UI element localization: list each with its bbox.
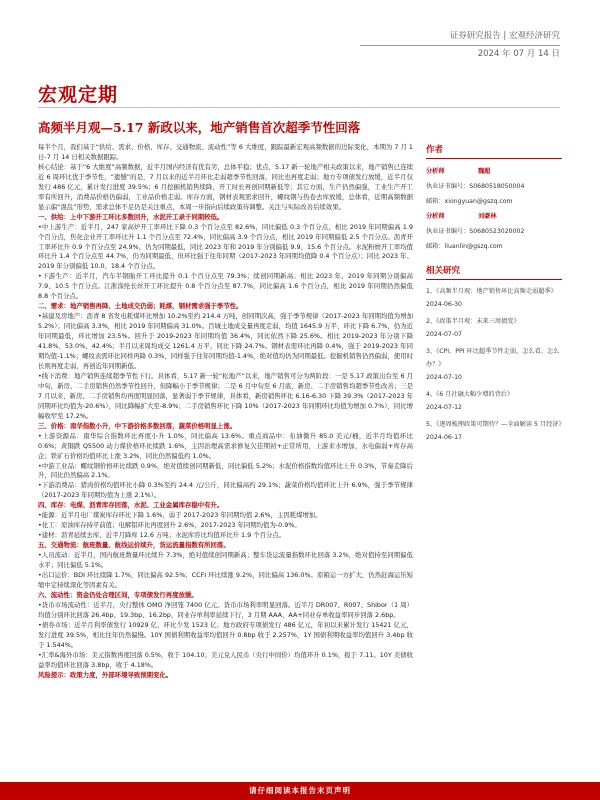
analyst-2-name: 刘豪林: [478, 213, 497, 220]
section-heading-demand: 二、需求：地产销售再降、土地成交仍弱；耗煤、钢材需求强于季节性。: [38, 302, 243, 311]
related-item-title[interactable]: 5、《逐周梳理政策可期待？—全面解读 5 月经济》: [426, 421, 565, 428]
analyst-1-label: 分析师: [426, 168, 445, 175]
risk-warning: 风险提示：政策力度，外部环境导致预期变化。: [38, 670, 173, 679]
paragraph-building-inventory: •建材：沥青延续去库，近半月降库 12.6 万吨；水泥库容比均值环比升 1.9 个百分点。: [38, 531, 286, 540]
related-item-date: 2024-06-17: [426, 434, 462, 441]
paragraph-consumption: •线下消费：地产销售连续超季节性下行。具体看，5.17 新一轮“松地产”以来，地产销售可分为两阶段：一是 5.17 政策出台至 6 月中旬，新房、二手房销售仍然季节性回升，但降幅小于季节规律；二是 6 月中旬至 6 月底，新房、二手房销售均超季节性改善；三是 7 月以来，新房、二手房销售均再度明显回落，显著弱于季节规律，具体看，新房销售环比 6.16-6.30 下降 39.3%（2017-2023 年同期环比均值为-20.6%），同比降幅扩大至-8.9%；二手房销售环比下降 10%（2017-2023 年同期环比均值为增加 0.7%），同比增幅收窄至 17.2%。: [38, 371, 413, 420]
related-item-title[interactable]: 1、《高频半月观：地产销售环比高频走弱超季》: [426, 288, 557, 295]
paragraph-infrastructure: •基建及房地产：沥青 8 省发电耗煤环比增加 10.2%至约 214.4 万吨，创同期次高，强于季节规律（2017-2023 年同期均值为增加 5.2%）；同比偏高 3.3%，相比 2019 年同期偏高 31.0%。百城土地成交量再度走弱，均值 1645.9 万平，环比下降 6.7%，仍为近年同期最低，环比增加 23.5%。回升于 2019-2023 年同期均值 36.4%，同比依然下降 25.6%。相比 2019-2023 年分别下降 41.8%、53.0%、42.4%；半月以来周均成交 1261.4 万平，同比下降 24.7%。钢材表需环比再降 0.4%，强于 2019-2023 年同期均值-1.1%；螺纹表需环比同样再降 0.3%，同样强于往年同期均值-1.4%，绝对值均仍为同期最低。挖掘机销售仍然偏弱，使用时长则再度走弱，再创近年同期新低。: [38, 312, 413, 370]
page-title: 高频半月观—5.17 新政以来，地产销售首次超季节性回落: [38, 120, 361, 135]
analyst-1-email[interactable]: 邮箱：xiongyuan@gszq.com: [426, 198, 513, 205]
related-item-title[interactable]: 4、《6 月社融大幅少增的背后》: [426, 391, 514, 398]
paragraph-upstream-production: •中上游生产：近半月，247 家高炉开工率环比下降 0.3 个百分点至 82.6%，同比偏低 0.3 个百分点，相比 2019 年同期偏高 1.9 个百分点，焦化企业开工率环比升 1.1 个百分点至 72.4%，同比偏高 3.9 个百分点，相比 2019 年同期偏低 2.5 个百分点。沥青开工率环比升 0.9 个百分点至 24.9%，仍为同期最低，同比 2023 年和 2019 年分别偏低 9.9、15.6 个百分点。水泥粉磨开工率均值环比升 1.4 个百分点至 44.7%，仍为同期最低，但环比强于往年同期（2017-2023 年同期均值降 0.4 个百分点）；同比 2023 年、2019 年分别偏低 10.0、18.4 个百分点。: [38, 222, 413, 271]
related-item-date: 2024-07-10: [426, 374, 462, 381]
paragraph-upstream-price: •上游资源品：南华综合指数环比再度小升 1.0%，同比偏高 13.6%。重点商品中：布油微升 85.0 美元/桶，近半月均值环比 0.6%；黄铜跌 Q5500 动力煤价格环比续跌 1.6%，主因治理高需求修复欠佳期初+正常所用，上游来水增加，水电偏弱+库存高企；铁矿石价格均值环比上涨 3.2%，同比仍然偏低约 1.0%。: [38, 431, 413, 460]
paragraph-money-market: •货币市场流动性：近半月，央行整体 OMO 净回笼 7400 亿元。货币市场利率明显回落。近半月 DR007、R007、Shibor（1 周）均值分别环比回落 26.4bp、19.3bp、16.2bp，同业存单利率延续下行，3 月期 AAA、AA+同业存单收益率同步回落 2.6bp。: [38, 600, 413, 619]
paragraph-freight-rates: •出口运价：BDI 环比续降 1.7%，同比偏高 92.5%；CCFI 环比续涨 9.2%，同比偏高 136.0%。原箱运一方扩大，仍然赶海运压短缩中定持续深化等因素有关。: [38, 570, 413, 589]
section-heading-supply: 一、供给：上中下游开工环比多数回升，水泥开工录于同期较低。: [38, 212, 224, 221]
paragraph-downstream-price: •下游消费品：猪肉价格均值环比小降 0.3%至约 24.4 元/公斤，同比偏高约 29.1%；蔬菜价格均值环比上升 6.9%，强于季节规律（2017-2023 年同期均值为上涨 2.1%）。: [38, 481, 413, 500]
section-heading-liquidity: 六、流动性：资金仍处合理区间，专项债发行再度放缓。: [38, 590, 198, 599]
related-item-date: 2024-07-12: [426, 404, 462, 411]
report-type: 宏观定期: [38, 84, 119, 106]
paragraph-midstream-price: •中游工业品：螺纹钢价格环比续跌 0.9%，绝对值续创同期新低，同比偏低 5.2%；水泥价格指数均值环比上升 0.3%，节奏走降后升，同比仍然偏高 2.1%。: [38, 461, 413, 480]
sidebar: [426, 143, 565, 448]
analyst-1-name: 魏超: [478, 168, 491, 175]
paragraph-mobility: •人员流动：近半月，国内航班数量环比续升 7.3%，绝对值续创同期新高；整车货运流量指数环比回落 3.2%，绝对值持至同期偏低水平；同比偏低 5.1%。: [38, 551, 413, 570]
header-meta: [360, 28, 560, 63]
analyst-2-email[interactable]: 邮箱：liuanlin@gszq.com: [426, 243, 503, 250]
paragraph-fx-overseas: •汇率&海外市场：美元指数再度回落 0.5%，收于 104.10；美元兑人民币（央行中间价）均值环升 0.1%，报于 7.11。10Y 美债收益率均值环比回落 3.8bp，收于 4.18%。: [38, 650, 413, 669]
related-heading: 相关研究: [426, 264, 562, 280]
paragraph-bond-market: •债券市场：近半月利率债发行 10929 亿，环比少发 1523 亿；地方政府专项债发行 486 亿元，年初以来累计发行 15421 亿元，发行进度 39.5%，相比往年仍然偏慢。10Y 国债利期收益率均值回升 0.8bp 收于 2.257%，1Y 国债利期收益率均值回升 3.4bp 收于 1.544%。: [38, 620, 413, 649]
intro-paragraph: 每半个月，我们基于“供给、需求、价格、库存、交通物流、流动性”等 6 大维度，跟踪最新宏观高频数据的边际变化，本期为 7 月 1 日-7 月 14 日相关数据跟踪。: [38, 143, 413, 161]
section-heading-logistics: 五、交通物流：航班数量、航线运价续升，货运流量指数有所回落。: [38, 541, 230, 550]
related-item-date: 2024-06-30: [426, 301, 462, 308]
author-heading: 作者: [426, 143, 562, 159]
section-heading-price: 三、价格：南华指数小升，中下游价格多数回落，蔬菜价格明显上涨。: [38, 421, 237, 430]
report-body: [38, 143, 413, 680]
analyst-1-cert: 执业证书编号：S0680518050004: [426, 183, 525, 190]
header-category: 证券研究报告 | 宏观经济研究: [360, 28, 560, 46]
summary-paragraph: 核心结论：基于“6 大维度”高频数据，近半月国内经济有优有劣，总体平稳；优点，5.17 新一轮地产相关政策以来，地产销售已连续近 6 周环比优于季节性，“遗憾”的是，7 月以来的近半月环比走弱超季节性回落，同比也再度走弱；地方专项债发行放缓，近半月仅发行 486 亿元，累计发行进度 39.5%；6 月挖掘机销售续降，开工时长再创同期新低等；其它方面，生产仍然偏强，工业生产开工率有所回升，消费品价格仍偏弱，工业品价格走弱。库存方面，钢材表观需求回升，螺纹钢与热卷去库放缓，总体看，近期高频数据显示偏“混乱”形势，需求总体不足仍是关注重点，本周一步指向后续政策待调整。关注与实际改善后续效果。: [38, 162, 413, 211]
analyst-2-label: 分析师: [426, 213, 445, 220]
related-item-title[interactable]: 3、《CPI、PPI 环比超季节性走弱，怎么看、怎么办？》: [426, 348, 560, 368]
paragraph-energy-inventory: •能源：近半月电厂煤炭库存环比下降 1.6%，弱于 2017-2023 年同期均值 2.6%，主因耗煤增加。: [38, 511, 322, 520]
divider: [38, 107, 560, 108]
related-item-title[interactable]: 2、《政策半月观：未来三周债变》: [426, 318, 520, 325]
analyst-2-row: [426, 209, 562, 224]
related-item-date: 2024-07-07: [426, 331, 462, 338]
paragraph-chemical-inventory: •化工：原油库存持平前值；电解铝环比再度回升 2.6%，2017-2023 年同期均值为-0.9%。: [38, 521, 301, 530]
report-header: [0, 0, 600, 70]
analyst-2-cert: 执业证书编号：S0680523020002: [426, 228, 525, 235]
footer-banner: 请仔细阅读本报告末页声明: [0, 782, 600, 800]
analyst-1-row: [426, 164, 562, 179]
paragraph-downstream-production: •下游生产：近半月，汽车半钢胎开工环比提升 0.1 个百分点至 79.3%；续创同期新高；相比 2023 年、2019 年同期分别偏高 7.9、10.5 个百分点。江浙涤纶长丝开工环比提升 0.8 个百分点至 87.7%，同比偏高 1.6 个百分点，相比 2019 年同期仍然偏低 8.8 个百分点。: [38, 272, 413, 301]
header-date: 2024 年 07 月 14 日: [477, 49, 560, 59]
section-heading-inventory: 四、库存：电煤、沥青库存回落，水泥、工业金属库存稳中有升。: [38, 501, 224, 510]
